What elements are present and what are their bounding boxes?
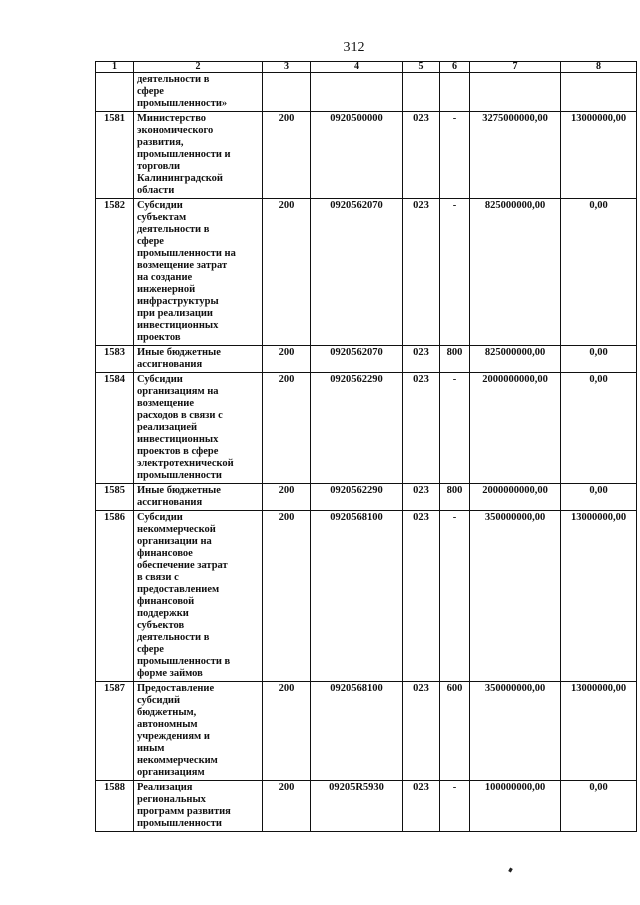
cell-col5: 023: [403, 373, 440, 484]
cell-col6: -: [440, 199, 470, 346]
cell-col4: 0920562070: [311, 346, 403, 373]
table-row: [96, 73, 637, 112]
row-name: деятельности в сфере промышленности»: [134, 73, 263, 112]
table-row: [96, 511, 637, 682]
table-row: [96, 484, 637, 511]
table-row: [96, 112, 637, 199]
cell-col4: [311, 73, 403, 112]
row-number: [96, 73, 134, 112]
cell-col8: 13000000,00: [561, 682, 637, 781]
cell-col8: [561, 73, 637, 112]
cell-col8: 0,00: [561, 484, 637, 511]
cell-col3: 200: [263, 346, 311, 373]
column-header: 1: [96, 62, 134, 73]
cell-col5: 023: [403, 781, 440, 832]
cell-col6: [440, 73, 470, 112]
cell-col3: 200: [263, 112, 311, 199]
row-name: Субсидии организациям на возмещение расходов в связи с реализацией инвестиционных проектов в сфере электротехнической промышленности: [134, 373, 263, 484]
cell-col3: 200: [263, 484, 311, 511]
cell-col3: 200: [263, 373, 311, 484]
cell-col4: 0920562290: [311, 484, 403, 511]
cell-col6: -: [440, 112, 470, 199]
cell-col3: [263, 73, 311, 112]
cell-col7: 3275000000,00: [470, 112, 561, 199]
cell-col3: 200: [263, 199, 311, 346]
table-row: [96, 781, 637, 832]
cell-col7: 350000000,00: [470, 682, 561, 781]
cell-col6: 800: [440, 346, 470, 373]
cell-col7: 100000000,00: [470, 781, 561, 832]
row-name: Предоставление субсидий бюджетным, автономным учреждениям и иным некоммерческим организациям: [134, 682, 263, 781]
row-name: Министерство экономического развития, промышленности и торговли Калининградской области: [134, 112, 263, 199]
cell-col7: 825000000,00: [470, 199, 561, 346]
cell-col7: [470, 73, 561, 112]
cell-col4: 09205R5930: [311, 781, 403, 832]
row-number: 1588: [96, 781, 134, 832]
column-header: 7: [470, 62, 561, 73]
cell-col4: 0920568100: [311, 511, 403, 682]
cell-col4: 0920562070: [311, 199, 403, 346]
row-number: 1586: [96, 511, 134, 682]
budget-table: [95, 61, 637, 832]
row-number: 1581: [96, 112, 134, 199]
cell-col6: -: [440, 511, 470, 682]
cell-col4: 0920500000: [311, 112, 403, 199]
cell-col8: 0,00: [561, 781, 637, 832]
table-row: [96, 199, 637, 346]
cell-col6: 800: [440, 484, 470, 511]
cell-col5: 023: [403, 682, 440, 781]
cell-col6: -: [440, 781, 470, 832]
cell-col5: 023: [403, 199, 440, 346]
cell-col8: 13000000,00: [561, 511, 637, 682]
row-name: Субсидии субъектам деятельности в сфере промышленности на возмещение затрат на создание инженерной инфраструктуры при реализации инвестиционных проектов: [134, 199, 263, 346]
cell-col5: 023: [403, 346, 440, 373]
row-name: Иные бюджетные ассигнования: [134, 484, 263, 511]
cell-col8: 13000000,00: [561, 112, 637, 199]
row-number: 1583: [96, 346, 134, 373]
cell-col6: -: [440, 373, 470, 484]
cell-col6: 600: [440, 682, 470, 781]
cell-col8: 0,00: [561, 199, 637, 346]
page-number: 312: [343, 40, 365, 55]
row-name: Реализация региональных программ развития промышленности: [134, 781, 263, 832]
table-row: [96, 682, 637, 781]
cell-col5: 023: [403, 511, 440, 682]
row-number: 1582: [96, 199, 134, 346]
cell-col3: 200: [263, 682, 311, 781]
cell-col7: 350000000,00: [470, 511, 561, 682]
row-number: 1587: [96, 682, 134, 781]
cell-col5: 023: [403, 112, 440, 199]
column-header: 8: [561, 62, 637, 73]
cell-col5: [403, 73, 440, 112]
column-header: 3: [263, 62, 311, 73]
cell-col3: 200: [263, 511, 311, 682]
row-name: Субсидии некоммерческой организации на финансовое обеспечение затрат в связи с предоставлением финансовой поддержки субъектов деятельности в сфере промышленности в форме займов: [134, 511, 263, 682]
cell-col8: 0,00: [561, 346, 637, 373]
header-row: [96, 62, 637, 73]
row-number: 1584: [96, 373, 134, 484]
cell-col3: 200: [263, 781, 311, 832]
scan-speck: [508, 868, 513, 873]
table-row: [96, 346, 637, 373]
row-number: 1585: [96, 484, 134, 511]
cell-col7: 2000000000,00: [470, 373, 561, 484]
column-header: 6: [440, 62, 470, 73]
column-header: 2: [134, 62, 263, 73]
cell-col5: 023: [403, 484, 440, 511]
column-header: 4: [311, 62, 403, 73]
row-name: Иные бюджетные ассигнования: [134, 346, 263, 373]
cell-col8: 0,00: [561, 373, 637, 484]
column-header: 5: [403, 62, 440, 73]
cell-col4: 0920562290: [311, 373, 403, 484]
cell-col4: 0920568100: [311, 682, 403, 781]
cell-col7: 825000000,00: [470, 346, 561, 373]
table-row: [96, 373, 637, 484]
cell-col7: 2000000000,00: [470, 484, 561, 511]
